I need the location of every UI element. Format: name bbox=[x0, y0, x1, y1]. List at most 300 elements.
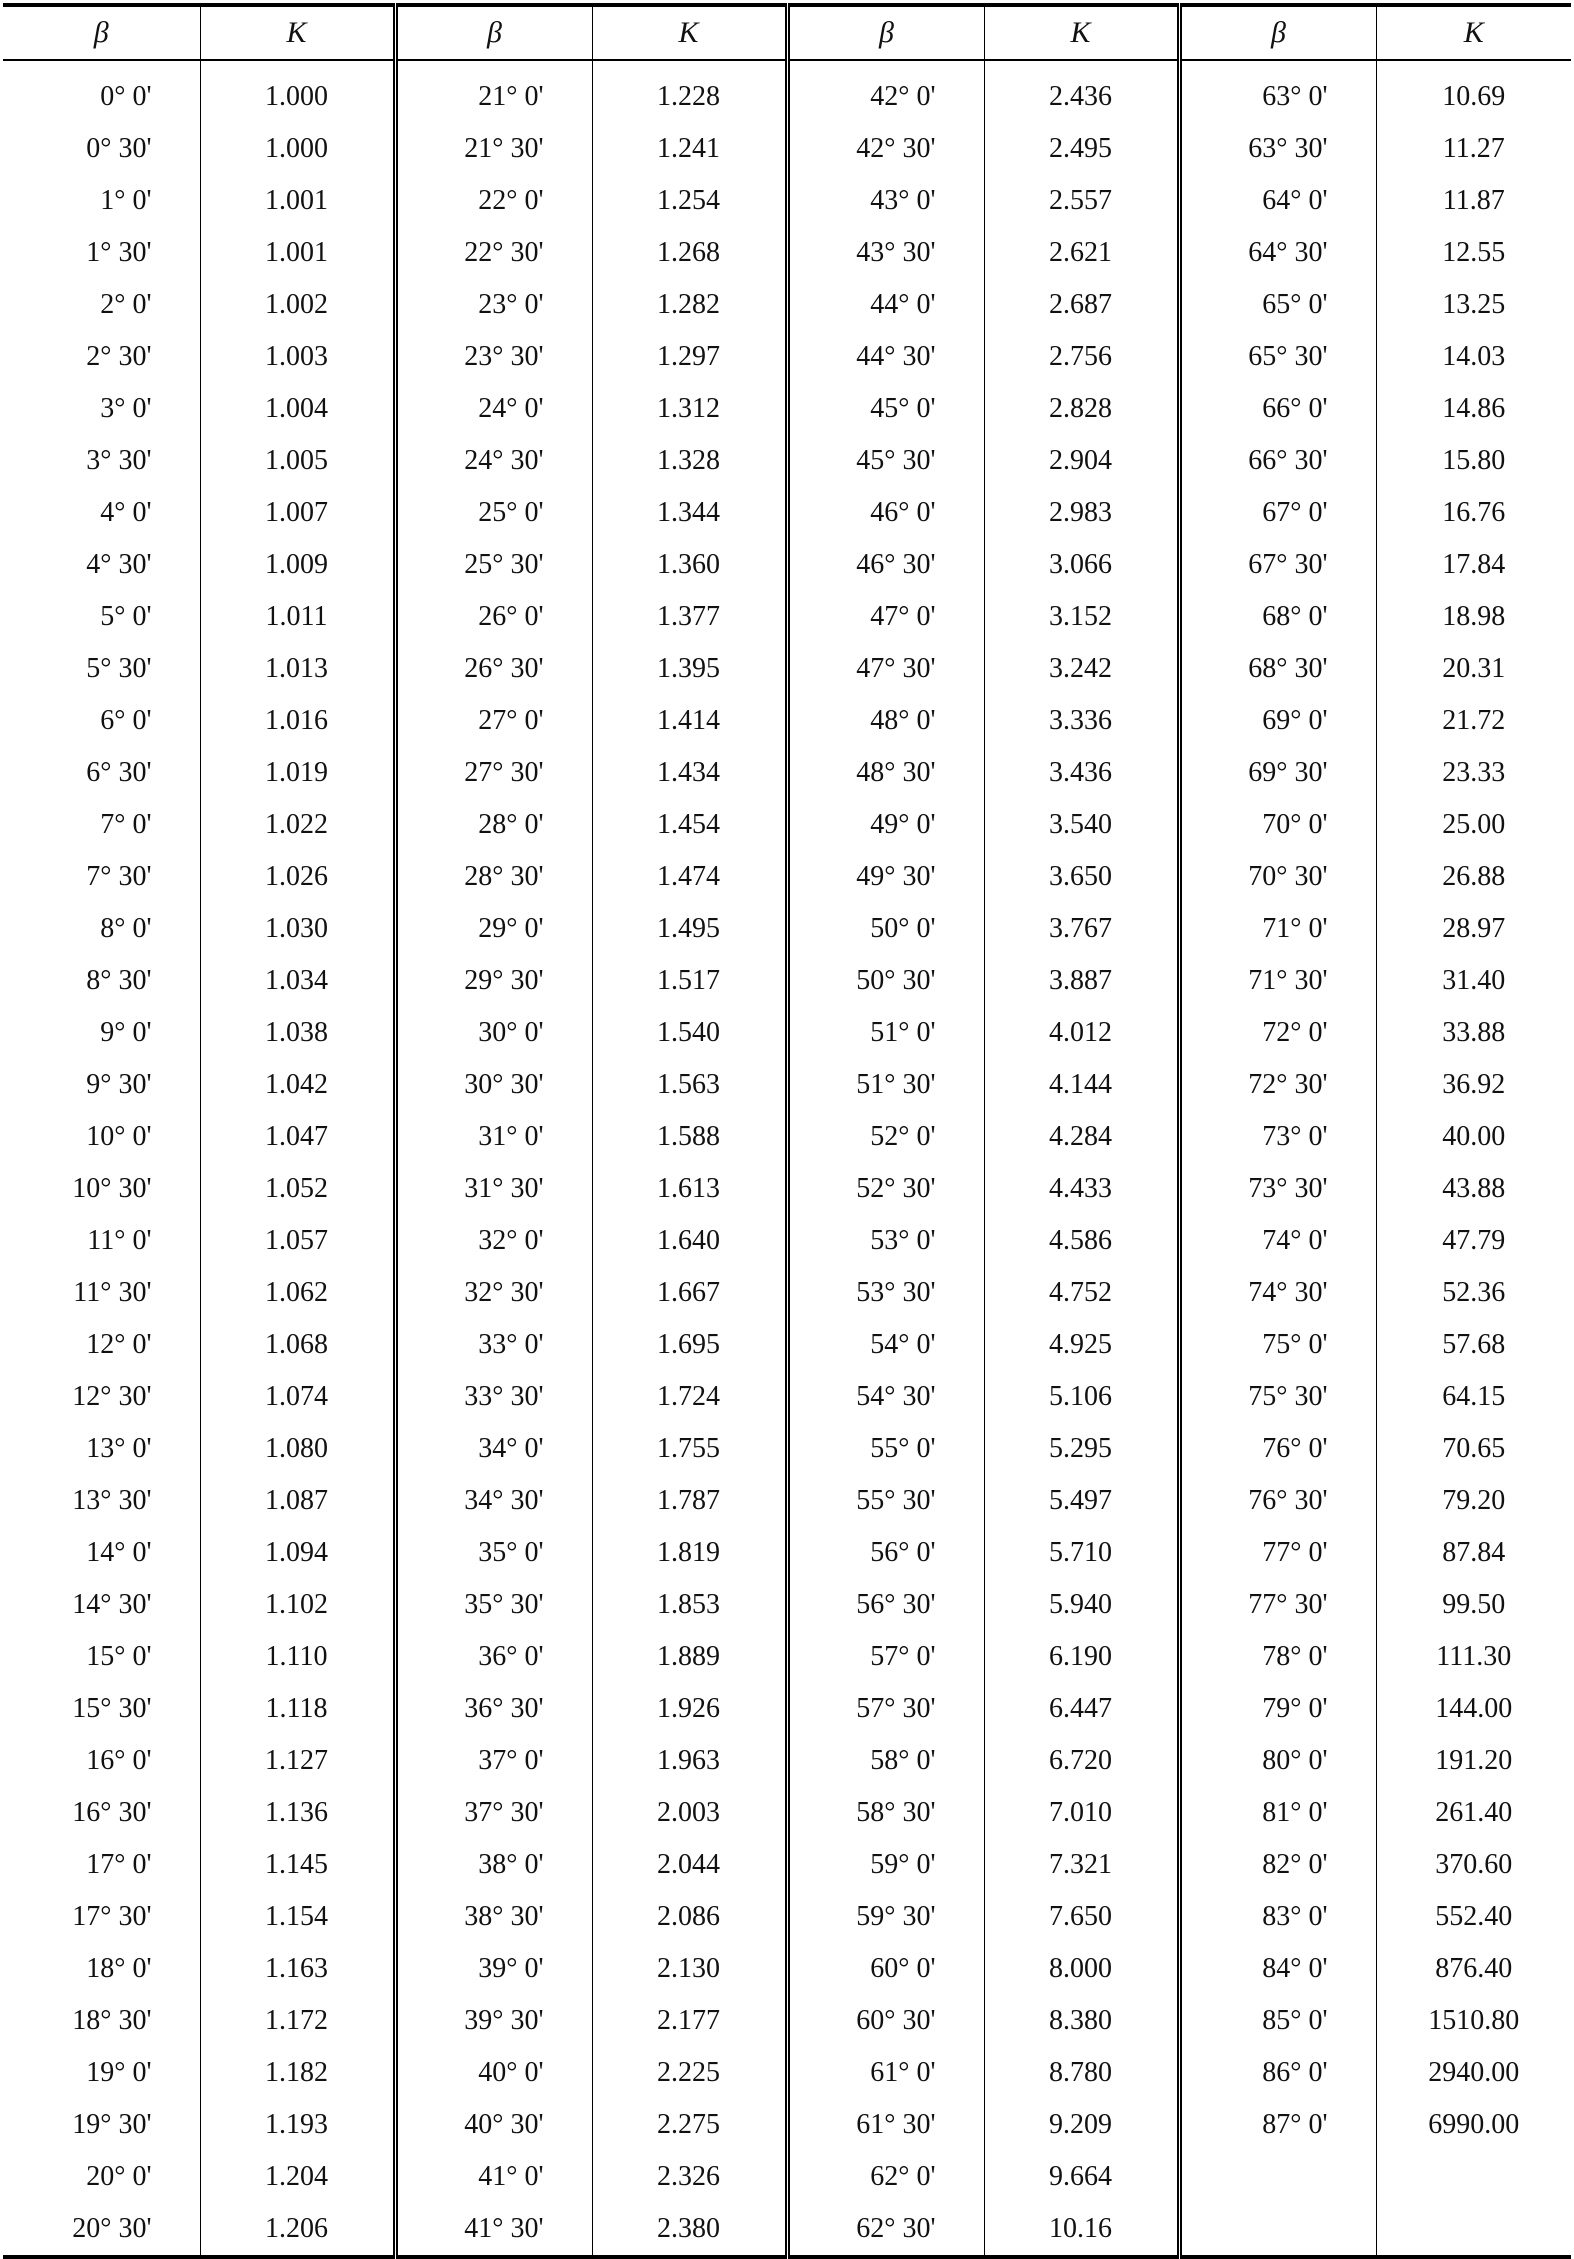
k-cell: 28.97 bbox=[1442, 913, 1506, 944]
k-cell: 1.052 bbox=[200, 1163, 395, 1215]
k-cell: 1.074 bbox=[200, 1371, 395, 1423]
beta-cell: 60° 0' bbox=[787, 1943, 984, 1995]
k-cell: 31.40 bbox=[1442, 965, 1506, 996]
table-row bbox=[3, 2099, 1571, 2151]
beta-cell: 30° 0' bbox=[395, 1007, 592, 1059]
k-cell: 20.31 bbox=[1442, 653, 1506, 684]
k-cell: 4.586 bbox=[984, 1215, 1179, 1267]
beta-cell: 79° 0' bbox=[1179, 1683, 1376, 1735]
beta-cell: 56° 30' bbox=[787, 1579, 984, 1631]
table-row bbox=[3, 435, 1571, 487]
k-cell: 5.295 bbox=[984, 1423, 1179, 1475]
table-row bbox=[3, 1423, 1571, 1475]
beta-cell: 31° 30' bbox=[395, 1163, 592, 1215]
k-cell: 10.16 bbox=[984, 2203, 1179, 2257]
header-k-2: K bbox=[592, 5, 787, 60]
k-cell: 1.344 bbox=[592, 487, 787, 539]
k-cell: 1.787 bbox=[592, 1475, 787, 1527]
k-cell: 1.163 bbox=[200, 1943, 395, 1995]
k-cell: 1.001 bbox=[200, 175, 395, 227]
table-row bbox=[3, 383, 1571, 435]
header-beta-1: β bbox=[3, 5, 200, 60]
beta-cell: 39° 30' bbox=[395, 1995, 592, 2047]
beta-cell: 6° 0' bbox=[3, 695, 200, 747]
k-cell: 9.664 bbox=[984, 2151, 1179, 2203]
table-row bbox=[3, 643, 1571, 695]
k-cell: 1.009 bbox=[200, 539, 395, 591]
beta-cell: 52° 0' bbox=[787, 1111, 984, 1163]
k-cell: 1.042 bbox=[200, 1059, 395, 1111]
beta-cell: 33° 30' bbox=[395, 1371, 592, 1423]
beta-cell: 8° 0' bbox=[3, 903, 200, 955]
beta-cell: 22° 30' bbox=[395, 227, 592, 279]
k-cell: 1.019 bbox=[200, 747, 395, 799]
table-row bbox=[3, 1111, 1571, 1163]
table-row bbox=[3, 1943, 1571, 1995]
beta-cell: 73° 0' bbox=[1179, 1111, 1376, 1163]
beta-cell: 32° 0' bbox=[395, 1215, 592, 1267]
table-row bbox=[3, 1787, 1571, 1839]
k-cell: 1.640 bbox=[592, 1215, 787, 1267]
k-cell: 15.80 bbox=[1442, 445, 1506, 476]
k-cell: 1.002 bbox=[200, 279, 395, 331]
k-cell: 1.540 bbox=[592, 1007, 787, 1059]
header-row bbox=[3, 5, 1571, 60]
beta-cell: 17° 0' bbox=[3, 1839, 200, 1891]
k-cell: 1.154 bbox=[200, 1891, 395, 1943]
beta-cell: 59° 30' bbox=[787, 1891, 984, 1943]
beta-cell: 48° 0' bbox=[787, 695, 984, 747]
k-cell bbox=[1376, 2203, 1571, 2257]
beta-cell: 54° 30' bbox=[787, 1371, 984, 1423]
beta-cell: 29° 0' bbox=[395, 903, 592, 955]
k-cell: 7.650 bbox=[984, 1891, 1179, 1943]
beta-cell: 47° 0' bbox=[787, 591, 984, 643]
beta-cell: 0° 0' bbox=[3, 60, 200, 123]
k-cell: 1.377 bbox=[592, 591, 787, 643]
beta-cell: 59° 0' bbox=[787, 1839, 984, 1891]
k-cell: 1.057 bbox=[200, 1215, 395, 1267]
beta-cell: 5° 30' bbox=[3, 643, 200, 695]
beta-cell: 64° 0' bbox=[1179, 175, 1376, 227]
k-cell: 1.000 bbox=[200, 123, 395, 175]
k-cell: 52.36 bbox=[1442, 1277, 1506, 1308]
beta-cell: 34° 0' bbox=[395, 1423, 592, 1475]
beta-cell: 40° 30' bbox=[395, 2099, 592, 2151]
k-factor-table-wrapper bbox=[3, 3, 1571, 2259]
beta-cell: 72° 30' bbox=[1179, 1059, 1376, 1111]
k-cell: 33.88 bbox=[1442, 1017, 1506, 1048]
beta-cell: 15° 0' bbox=[3, 1631, 200, 1683]
beta-cell: 54° 0' bbox=[787, 1319, 984, 1371]
k-cell: 1.241 bbox=[592, 123, 787, 175]
k-cell: 3.436 bbox=[984, 747, 1179, 799]
k-cell: 87.84 bbox=[1442, 1537, 1506, 1568]
table-row bbox=[3, 747, 1571, 799]
table-row bbox=[3, 2203, 1571, 2257]
k-cell: 1.588 bbox=[592, 1111, 787, 1163]
beta-cell: 49° 0' bbox=[787, 799, 984, 851]
k-cell: 79.20 bbox=[1442, 1485, 1506, 1516]
table-row bbox=[3, 1527, 1571, 1579]
k-cell: 1.013 bbox=[200, 643, 395, 695]
k-cell: 1.434 bbox=[592, 747, 787, 799]
beta-cell: 70° 30' bbox=[1179, 851, 1376, 903]
k-cell: 1.312 bbox=[592, 383, 787, 435]
k-cell: 1.474 bbox=[592, 851, 787, 903]
beta-cell: 68° 0' bbox=[1179, 591, 1376, 643]
table-row bbox=[3, 1735, 1571, 1787]
beta-cell: 6° 30' bbox=[3, 747, 200, 799]
k-cell: 2.436 bbox=[984, 60, 1179, 123]
beta-cell: 16° 30' bbox=[3, 1787, 200, 1839]
beta-cell: 85° 0' bbox=[1179, 1995, 1376, 2047]
k-cell: 5.710 bbox=[984, 1527, 1179, 1579]
k-cell: 57.68 bbox=[1442, 1329, 1506, 1360]
header-k-1: K bbox=[200, 5, 395, 60]
beta-cell: 56° 0' bbox=[787, 1527, 984, 1579]
k-cell: 1.007 bbox=[200, 487, 395, 539]
beta-cell: 73° 30' bbox=[1179, 1163, 1376, 1215]
k-cell: 1.016 bbox=[200, 695, 395, 747]
table-row bbox=[3, 1683, 1571, 1735]
k-cell: 370.60 bbox=[1435, 1849, 1513, 1880]
k-cell: 6.190 bbox=[984, 1631, 1179, 1683]
k-cell: 43.88 bbox=[1442, 1173, 1506, 1204]
beta-cell: 26° 0' bbox=[395, 591, 592, 643]
k-cell: 14.86 bbox=[1442, 393, 1506, 424]
k-cell: 1.328 bbox=[592, 435, 787, 487]
beta-cell: 61° 0' bbox=[787, 2047, 984, 2099]
k-cell: 1.038 bbox=[200, 1007, 395, 1059]
beta-cell: 38° 0' bbox=[395, 1839, 592, 1891]
k-cell: 3.336 bbox=[984, 695, 1179, 747]
beta-cell: 18° 30' bbox=[3, 1995, 200, 2047]
beta-cell: 84° 0' bbox=[1179, 1943, 1376, 1995]
k-cell: 261.40 bbox=[1435, 1797, 1513, 1828]
beta-cell: 36° 0' bbox=[395, 1631, 592, 1683]
k-cell: 1.204 bbox=[200, 2151, 395, 2203]
k-cell: 2.225 bbox=[592, 2047, 787, 2099]
k-cell: 2.687 bbox=[984, 279, 1179, 331]
table-row bbox=[3, 1475, 1571, 1527]
k-cell: 1510.80 bbox=[1428, 2005, 1520, 2036]
table-row bbox=[3, 539, 1571, 591]
beta-cell: 69° 0' bbox=[1179, 695, 1376, 747]
beta-cell: 4° 30' bbox=[3, 539, 200, 591]
k-cell: 18.98 bbox=[1442, 601, 1506, 632]
beta-cell: 27° 30' bbox=[395, 747, 592, 799]
k-cell: 1.206 bbox=[200, 2203, 395, 2257]
k-cell: 2.621 bbox=[984, 227, 1179, 279]
k-cell: 1.395 bbox=[592, 643, 787, 695]
beta-cell: 0° 30' bbox=[3, 123, 200, 175]
beta-cell: 72° 0' bbox=[1179, 1007, 1376, 1059]
k-cell: 1.000 bbox=[200, 60, 395, 123]
beta-cell: 74° 0' bbox=[1179, 1215, 1376, 1267]
beta-cell: 50° 30' bbox=[787, 955, 984, 1007]
table-row bbox=[3, 695, 1571, 747]
k-cell: 6990.00 bbox=[1428, 2109, 1520, 2140]
k-cell: 12.55 bbox=[1442, 237, 1506, 268]
k-cell: 4.284 bbox=[984, 1111, 1179, 1163]
k-cell: 47.79 bbox=[1442, 1225, 1506, 1256]
k-cell: 1.026 bbox=[200, 851, 395, 903]
beta-cell: 19° 30' bbox=[3, 2099, 200, 2151]
beta-cell: 38° 30' bbox=[395, 1891, 592, 1943]
beta-cell: 18° 0' bbox=[3, 1943, 200, 1995]
beta-cell: 21° 0' bbox=[395, 60, 592, 123]
beta-cell: 86° 0' bbox=[1179, 2047, 1376, 2099]
k-cell: 9.209 bbox=[984, 2099, 1179, 2151]
beta-cell: 26° 30' bbox=[395, 643, 592, 695]
beta-cell: 37° 0' bbox=[395, 1735, 592, 1787]
k-cell: 11.87 bbox=[1442, 185, 1505, 216]
beta-cell: 35° 30' bbox=[395, 1579, 592, 1631]
k-cell: 25.00 bbox=[1442, 809, 1506, 840]
k-cell: 1.004 bbox=[200, 383, 395, 435]
beta-cell: 61° 30' bbox=[787, 2099, 984, 2151]
k-cell: 1.889 bbox=[592, 1631, 787, 1683]
beta-cell: 7° 0' bbox=[3, 799, 200, 851]
beta-cell: 76° 30' bbox=[1179, 1475, 1376, 1527]
beta-cell: 5° 0' bbox=[3, 591, 200, 643]
beta-cell: 10° 0' bbox=[3, 1111, 200, 1163]
beta-cell: 20° 30' bbox=[3, 2203, 200, 2257]
k-cell: 2.904 bbox=[984, 435, 1179, 487]
beta-cell: 23° 0' bbox=[395, 279, 592, 331]
table-row bbox=[3, 2047, 1571, 2099]
beta-cell: 24° 30' bbox=[395, 435, 592, 487]
beta-cell: 16° 0' bbox=[3, 1735, 200, 1787]
beta-cell: 55° 30' bbox=[787, 1475, 984, 1527]
beta-cell: 42° 30' bbox=[787, 123, 984, 175]
beta-cell: 60° 30' bbox=[787, 1995, 984, 2047]
k-cell: 4.752 bbox=[984, 1267, 1179, 1319]
header-beta-2: β bbox=[395, 5, 592, 60]
k-cell: 1.724 bbox=[592, 1371, 787, 1423]
table-row bbox=[3, 1579, 1571, 1631]
beta-cell: 83° 0' bbox=[1179, 1891, 1376, 1943]
k-cell: 3.242 bbox=[984, 643, 1179, 695]
beta-cell: 45° 30' bbox=[787, 435, 984, 487]
k-cell: 2940.00 bbox=[1428, 2057, 1520, 2088]
k-cell: 2.557 bbox=[984, 175, 1179, 227]
beta-cell: 75° 0' bbox=[1179, 1319, 1376, 1371]
k-cell: 1.094 bbox=[200, 1527, 395, 1579]
beta-cell: 76° 0' bbox=[1179, 1423, 1376, 1475]
beta-cell: 71° 0' bbox=[1179, 903, 1376, 955]
k-cell: 23.33 bbox=[1442, 757, 1506, 788]
k-cell: 1.068 bbox=[200, 1319, 395, 1371]
k-cell: 1.282 bbox=[592, 279, 787, 331]
beta-cell: 13° 30' bbox=[3, 1475, 200, 1527]
beta-cell: 71° 30' bbox=[1179, 955, 1376, 1007]
k-cell: 1.360 bbox=[592, 539, 787, 591]
beta-cell: 67° 0' bbox=[1179, 487, 1376, 539]
table-row bbox=[3, 1631, 1571, 1683]
beta-cell: 70° 0' bbox=[1179, 799, 1376, 851]
beta-cell: 77° 30' bbox=[1179, 1579, 1376, 1631]
k-cell: 1.005 bbox=[200, 435, 395, 487]
beta-cell: 78° 0' bbox=[1179, 1631, 1376, 1683]
beta-cell: 28° 0' bbox=[395, 799, 592, 851]
k-cell: 1.087 bbox=[200, 1475, 395, 1527]
beta-cell bbox=[1179, 2203, 1376, 2257]
beta-cell: 75° 30' bbox=[1179, 1371, 1376, 1423]
beta-cell: 12° 0' bbox=[3, 1319, 200, 1371]
beta-cell: 41° 0' bbox=[395, 2151, 592, 2203]
beta-cell: 64° 30' bbox=[1179, 227, 1376, 279]
k-cell: 16.76 bbox=[1442, 497, 1506, 528]
k-cell: 2.828 bbox=[984, 383, 1179, 435]
beta-cell: 68° 30' bbox=[1179, 643, 1376, 695]
beta-cell: 65° 30' bbox=[1179, 331, 1376, 383]
table-body bbox=[3, 60, 1571, 2257]
beta-cell: 44° 0' bbox=[787, 279, 984, 331]
k-cell: 5.106 bbox=[984, 1371, 1179, 1423]
beta-cell: 34° 30' bbox=[395, 1475, 592, 1527]
beta-cell: 62° 0' bbox=[787, 2151, 984, 2203]
k-cell: 4.925 bbox=[984, 1319, 1179, 1371]
beta-cell: 20° 0' bbox=[3, 2151, 200, 2203]
beta-cell: 51° 30' bbox=[787, 1059, 984, 1111]
k-cell: 2.177 bbox=[592, 1995, 787, 2047]
beta-cell: 15° 30' bbox=[3, 1683, 200, 1735]
table-row bbox=[3, 591, 1571, 643]
k-cell: 8.000 bbox=[984, 1943, 1179, 1995]
k-cell: 4.433 bbox=[984, 1163, 1179, 1215]
beta-cell: 87° 0' bbox=[1179, 2099, 1376, 2151]
header-beta-3: β bbox=[787, 5, 984, 60]
k-cell: 8.780 bbox=[984, 2047, 1179, 2099]
beta-cell: 36° 30' bbox=[395, 1683, 592, 1735]
beta-cell: 57° 30' bbox=[787, 1683, 984, 1735]
beta-cell: 63° 30' bbox=[1179, 123, 1376, 175]
k-cell: 1.062 bbox=[200, 1267, 395, 1319]
beta-cell: 41° 30' bbox=[395, 2203, 592, 2257]
k-cell: 1.517 bbox=[592, 955, 787, 1007]
k-cell: 99.50 bbox=[1442, 1589, 1506, 1620]
k-cell: 876.40 bbox=[1435, 1953, 1513, 1984]
k-cell: 1.268 bbox=[592, 227, 787, 279]
k-cell: 3.540 bbox=[984, 799, 1179, 851]
k-cell: 2.380 bbox=[592, 2203, 787, 2257]
beta-cell: 50° 0' bbox=[787, 903, 984, 955]
beta-cell: 62° 30' bbox=[787, 2203, 984, 2257]
beta-cell: 48° 30' bbox=[787, 747, 984, 799]
k-cell: 2.130 bbox=[592, 1943, 787, 1995]
beta-cell: 2° 0' bbox=[3, 279, 200, 331]
k-cell: 1.963 bbox=[592, 1735, 787, 1787]
beta-cell: 40° 0' bbox=[395, 2047, 592, 2099]
k-cell: 1.034 bbox=[200, 955, 395, 1007]
beta-cell: 55° 0' bbox=[787, 1423, 984, 1475]
k-cell: 191.20 bbox=[1435, 1745, 1513, 1776]
k-cell: 3.767 bbox=[984, 903, 1179, 955]
k-cell: 1.182 bbox=[200, 2047, 395, 2099]
k-cell: 552.40 bbox=[1435, 1901, 1513, 1932]
k-cell: 64.15 bbox=[1442, 1381, 1506, 1412]
table-row bbox=[3, 487, 1571, 539]
beta-cell: 25° 30' bbox=[395, 539, 592, 591]
beta-cell: 17° 30' bbox=[3, 1891, 200, 1943]
beta-cell: 25° 0' bbox=[395, 487, 592, 539]
beta-cell: 29° 30' bbox=[395, 955, 592, 1007]
beta-cell: 13° 0' bbox=[3, 1423, 200, 1475]
k-cell: 1.454 bbox=[592, 799, 787, 851]
k-cell: 1.613 bbox=[592, 1163, 787, 1215]
k-cell: 1.819 bbox=[592, 1527, 787, 1579]
beta-cell: 46° 30' bbox=[787, 539, 984, 591]
beta-cell: 45° 0' bbox=[787, 383, 984, 435]
k-cell: 6.720 bbox=[984, 1735, 1179, 1787]
k-cell: 1.495 bbox=[592, 903, 787, 955]
table-row bbox=[3, 227, 1571, 279]
beta-cell bbox=[1179, 2151, 1376, 2203]
table-row bbox=[3, 279, 1571, 331]
beta-cell: 3° 0' bbox=[3, 383, 200, 435]
beta-cell: 24° 0' bbox=[395, 383, 592, 435]
header-k-4: K bbox=[1376, 5, 1571, 60]
beta-cell: 37° 30' bbox=[395, 1787, 592, 1839]
k-cell: 14.03 bbox=[1442, 341, 1506, 372]
k-cell: 36.92 bbox=[1442, 1069, 1506, 1100]
k-cell bbox=[1376, 2151, 1571, 2203]
beta-cell: 22° 0' bbox=[395, 175, 592, 227]
k-cell: 1.254 bbox=[592, 175, 787, 227]
header-k-3: K bbox=[984, 5, 1179, 60]
k-cell: 6.447 bbox=[984, 1683, 1179, 1735]
k-cell: 17.84 bbox=[1442, 549, 1506, 580]
beta-cell: 9° 0' bbox=[3, 1007, 200, 1059]
beta-cell: 33° 0' bbox=[395, 1319, 592, 1371]
beta-cell: 80° 0' bbox=[1179, 1735, 1376, 1787]
k-cell: 2.275 bbox=[592, 2099, 787, 2151]
beta-cell: 30° 30' bbox=[395, 1059, 592, 1111]
k-cell: 1.414 bbox=[592, 695, 787, 747]
k-cell: 1.110 bbox=[200, 1631, 395, 1683]
k-cell: 1.172 bbox=[200, 1995, 395, 2047]
beta-cell: 57° 0' bbox=[787, 1631, 984, 1683]
table-row bbox=[3, 123, 1571, 175]
k-cell: 1.667 bbox=[592, 1267, 787, 1319]
beta-cell: 58° 0' bbox=[787, 1735, 984, 1787]
k-cell: 1.022 bbox=[200, 799, 395, 851]
table-row bbox=[3, 1059, 1571, 1111]
k-cell: 1.755 bbox=[592, 1423, 787, 1475]
k-cell: 2.495 bbox=[984, 123, 1179, 175]
k-cell: 1.297 bbox=[592, 331, 787, 383]
beta-cell: 66° 30' bbox=[1179, 435, 1376, 487]
beta-cell: 28° 30' bbox=[395, 851, 592, 903]
k-cell: 40.00 bbox=[1442, 1121, 1506, 1152]
k-cell: 3.066 bbox=[984, 539, 1179, 591]
k-cell: 1.193 bbox=[200, 2099, 395, 2151]
k-cell: 11.27 bbox=[1442, 133, 1505, 164]
beta-cell: 67° 30' bbox=[1179, 539, 1376, 591]
k-cell: 2.044 bbox=[592, 1839, 787, 1891]
k-cell: 1.003 bbox=[200, 331, 395, 383]
table-row bbox=[3, 1995, 1571, 2047]
k-cell: 1.047 bbox=[200, 1111, 395, 1163]
k-cell: 1.136 bbox=[200, 1787, 395, 1839]
beta-cell: 43° 30' bbox=[787, 227, 984, 279]
k-cell: 1.001 bbox=[200, 227, 395, 279]
beta-cell: 51° 0' bbox=[787, 1007, 984, 1059]
table-row bbox=[3, 1267, 1571, 1319]
beta-cell: 12° 30' bbox=[3, 1371, 200, 1423]
